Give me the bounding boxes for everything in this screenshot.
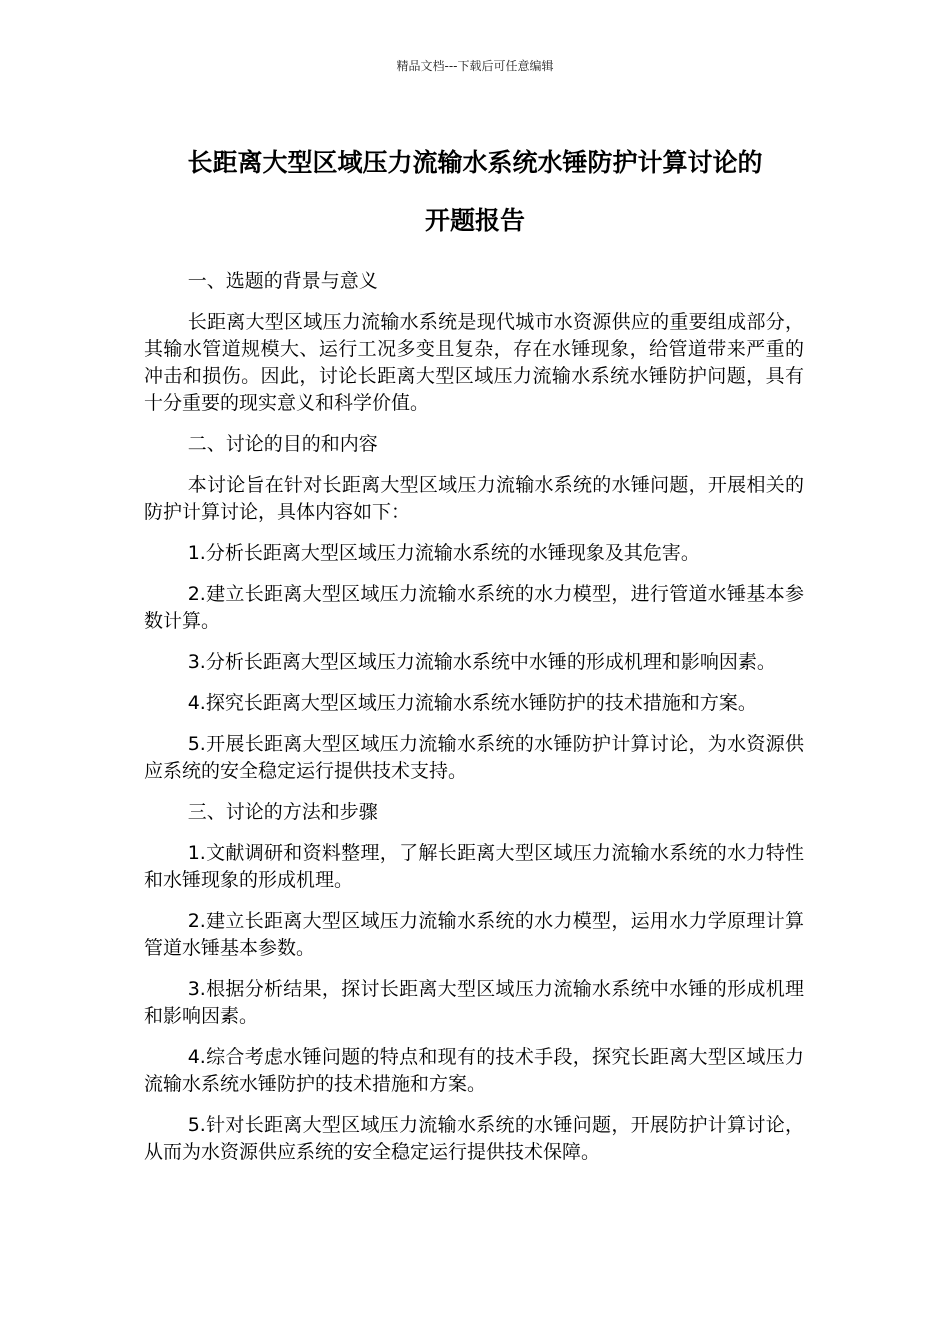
section-heading-methods: 三、讨论的方法和步骤	[187, 801, 378, 823]
list-item: 4.探究长距离大型区域压力流输水系统水锤防护的技术措施和方案。	[187, 692, 757, 714]
section-heading-background: 一、选题的背景与意义	[187, 270, 378, 292]
list-item: 4.综合考虑水锤问题的特点和现有的技术手段，探究长距离大型区域压力流输水系统水锤防护的技术措施和方案。	[144, 1046, 804, 1095]
document-body	[144, 268, 804, 1180]
list-item: 5.开展长距离大型区域压力流输水系统的水锤防护计算讨论，为水资源供应系统的安全稳定运行提供技术支持。	[144, 733, 804, 782]
list-item: 5.针对长距离大型区域压力流输水系统的水锤问题，开展防护计算讨论，从而为水资源供应系统的安全稳定运行提供技术保障。	[144, 1114, 804, 1163]
title-line-1: 长距离大型区域压力流输水系统水锤防护计算讨论的	[187, 148, 763, 177]
title-line-2: 开题报告	[424, 206, 525, 235]
paragraph: 本讨论旨在针对长距离大型区域压力流输水系统的水锤问题，开展相关的防护计算讨论，具体内容如下：	[144, 474, 804, 523]
document-title	[140, 134, 810, 250]
list-item: 3.分析长距离大型区域压力流输水系统中水锤的形成机理和影响因素。	[187, 651, 776, 673]
list-item: 1.分析长距离大型区域压力流输水系统的水锤现象及其危害。	[187, 542, 700, 564]
list-item: 2.建立长距离大型区域压力流输水系统的水力模型，运用水力学原理计算管道水锤基本参数。	[144, 910, 804, 959]
header-note: 精品文档---下载后可任意编辑	[396, 59, 554, 73]
section-heading-purpose: 二、讨论的目的和内容	[187, 433, 378, 455]
paragraph: 长距离大型区域压力流输水系统是现代城市水资源供应的重要组成部分，其输水管道规模大、运行工况多变且复杂，存在水锤现象，给管道带来严重的冲击和损伤。因此，讨论长距离大型区域压力流输水系统水锤防护问题，具有十分重要的现实意义和科学价值。	[144, 311, 804, 414]
list-item: 2.建立长距离大型区域压力流输水系统的水力模型，进行管道水锤基本参数计算。	[144, 583, 804, 632]
list-item: 1.文献调研和资料整理，了解长距离大型区域压力流输水系统的水力特性和水锤现象的形成机理。	[144, 842, 804, 891]
list-item: 3.根据分析结果，探讨长距离大型区域压力流输水系统中水锤的形成机理和影响因素。	[144, 978, 804, 1027]
